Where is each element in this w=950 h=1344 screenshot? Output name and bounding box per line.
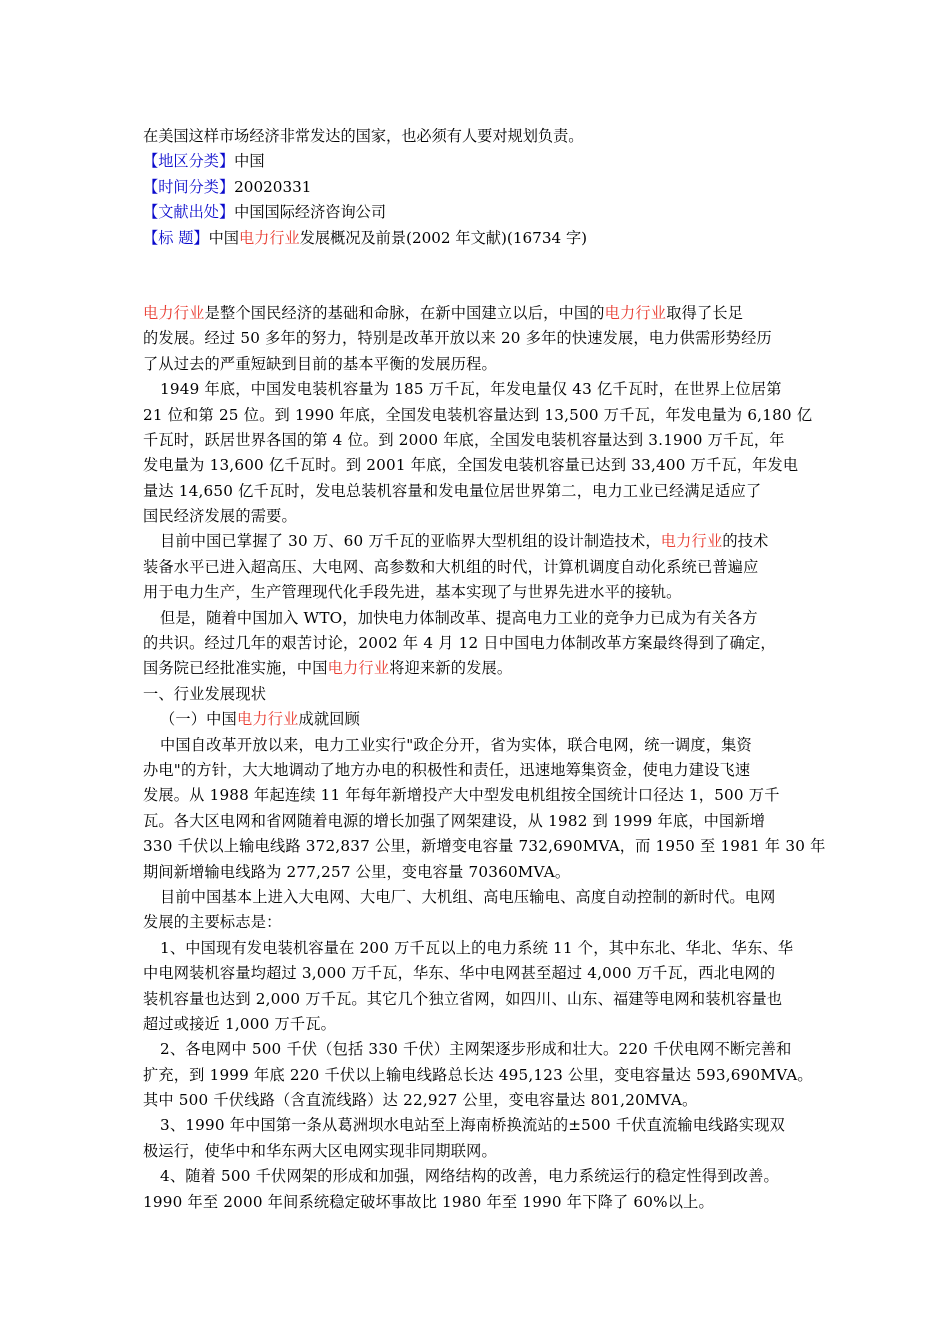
p6-line-2: 发展的主要标志是： [143,913,282,932]
item3-line-1: 3、1990 年中国第一条从葛洲坝水电站至上海南桥换流站的±500 千伏直流输电线路实现双 [160,1116,786,1135]
meta-region-label: 【地区分类】 [143,152,235,171]
highlight-term: 电力行业 [327,659,390,678]
item2-line-3: 其中 500 千伏线路（含直流线路）达 22,927 公里，变电容量达 801,20MVA。 [143,1091,698,1110]
document-page [143,124,826,1215]
highlight-term: 电力行业 [143,303,205,322]
meta-source-value: 中国国际经济咨询公司 [234,203,386,222]
meta-time-label: 【时间分类】 [143,177,235,196]
subsection-pre: （一）中国 [160,710,237,729]
p4-line-2: 的共识。经过几年的艰苦讨论，2002 年 4 月 12 日中国电力体制改革方案最终得到了确定， [143,634,776,653]
item1-line-3: 装机容量也达到 2,000 万千瓦。其它几个独立省网，如四川、山东、福建等电网和装机容量也 [143,989,783,1008]
item4-line-1: 4、随着 500 千伏网架的形成和加强，网络结构的改善，电力系统运行的稳定性得到改善。 [160,1167,779,1186]
meta-title-pre: 中国 [208,228,239,247]
p2-line-4: 发电量为 13,600 亿千瓦时。到 2001 年底，全国发电装机容量已达到 33,400 万千瓦，年发电 [143,456,799,475]
item2-line-1: 2、各电网中 500 千伏（包括 330 千伏）主网架逐步形成和壮大。220 千伏电网不断完善和 [160,1040,792,1059]
highlight-term: 电力行业 [236,710,299,729]
item3-line-2: 极运行，使华中和华东两大区电网实现非同期联网。 [143,1141,497,1160]
spacer [143,251,811,301]
p4-line-3 [143,656,811,681]
subsection-heading [143,707,811,732]
meta-time [143,175,811,200]
p2-line-6: 国民经济发展的需要。 [143,507,297,526]
p5-line-1: 中国自改革开放以来，电力工业实行"政企分开，省为实体，联合电网，统一调度，集资 [160,735,752,754]
p5-line-4: 瓦。各大区电网和省网随着电源的增长加强了网架建设，从 1982 到 1999 年底，中国新增 [143,811,766,830]
p3-line-2: 装备水平已进入超高压、大电网、高参数和大机组的时代，计算机调度自动化系统已普遍应 [143,557,759,576]
p2-line-5: 量达 14,650 亿千瓦时，发电总装机容量和发电量位居世界第二，电力工业已经满足适应了 [143,481,762,500]
p1-text-b: 取得了长足 [666,303,744,322]
item1-line-2: 中电网装机容量均超过 3,000 万千瓦，华东、华中电网甚至超过 4,000 万千瓦，西北电网的 [143,964,776,983]
p2-line-2: 21 位和第 25 位。到 1990 年底，全国发电装机容量达到 13,500 万千瓦，年发电量为 6,180 亿 [143,405,813,424]
p1-text-a: 是整个国民经济的基础和命脉，在新中国建立以后，中国的 [204,303,605,322]
p1-line-2: 的发展。经过 50 多年的努力，特别是改革开放以来 20 多年的快速发展，电力供需形势经历 [143,329,772,348]
p3-text-a: 目前中国已掌握了 30 万、60 万千瓦的亚临界大型机组的设计制造技术， [160,532,661,551]
p2-line-3: 千瓦时，跃居世界各国的第 4 位。到 2000 年底，全国发电装机容量达到 3.1900 万千瓦，年 [143,430,785,449]
meta-time-value: 20020331 [234,177,312,196]
p5-line-6: 期间新增输电线路为 277,257 公里，变电容量 70360MVA。 [143,862,571,881]
p6-line-1: 目前中国基本上进入大电网、大电厂、大机组、高电压输电、高度自动控制的新时代。电网 [160,887,776,906]
p5-line-5: 330 千伏以上输电线路 372,837 公里，新增变电容量 732,690MVA，而 1950 至 1981 年 30 年 [143,837,826,856]
meta-source-label: 【文献出处】 [143,203,235,222]
item4-line-2: 1990 年至 2000 年间系统稳定破坏事故比 1980 年至 1990 年下降了 60%以上。 [143,1192,714,1211]
subsection-post: 成就回顾 [298,710,361,729]
p5-line-2: 办电"的方针，大大地调动了地方办电的积极性和责任，迅速地筹集资金，使电力建设飞速 [143,760,751,779]
p4-text-a: 国务院已经批准实施，中国 [143,659,328,678]
meta-region [143,149,811,174]
highlight-term: 电力行业 [604,303,667,322]
p1-line-3: 了从过去的严重短缺到目前的基本平衡的发展历程。 [143,354,497,373]
p3-line-1 [143,529,811,554]
p5-line-3: 发展。从 1988 年起连续 11 年每年新增投产大中型发电机组按全国统计口径达 1，500 万千 [143,786,780,805]
item1-line-1: 1、中国现有发电装机容量在 200 万千瓦以上的电力系统 11 个，其中东北、华北、华东、华 [160,938,794,957]
item2-line-2: 扩充，到 1999 年底 220 千伏以上输电线路总长达 495,123 公里，变电容量达 593,690MVA。 [143,1065,813,1084]
item1-line-4: 超过或接近 1,000 万千瓦。 [143,1014,337,1033]
meta-source [143,200,811,225]
p4-line-1: 但是，随着中国加入 WTO，加快电力体制改革、提高电力工业的竞争力已成为有关各方 [160,608,758,627]
meta-region-value: 中国 [234,152,265,171]
p2-line-1: 1949 年底，中国发电装机容量为 185 万千瓦，年发电量仅 43 亿千瓦时，在世界上位居第 [160,380,782,399]
meta-title [143,226,811,251]
p1-line-1 [143,301,811,326]
p3-text-b: 的技术 [722,532,769,551]
p3-line-3: 用于电力生产，生产管理现代化手段先进，基本实现了与世界先进水平的接轨。 [143,583,682,602]
p4-text-b: 将迎来新的发展。 [389,659,513,678]
intro-line: 在美国这样市场经济非常发达的国家，也必须有人要对规划负责。 [143,127,584,145]
meta-title-label: 【标 题】 [143,228,209,247]
meta-title-highlight: 电力行业 [238,228,300,247]
highlight-term: 电力行业 [660,532,723,551]
section-heading: 一、行业发展现状 [143,684,267,703]
meta-title-post: 发展概况及前景(2002 年文献)(16734 字) [299,228,588,247]
